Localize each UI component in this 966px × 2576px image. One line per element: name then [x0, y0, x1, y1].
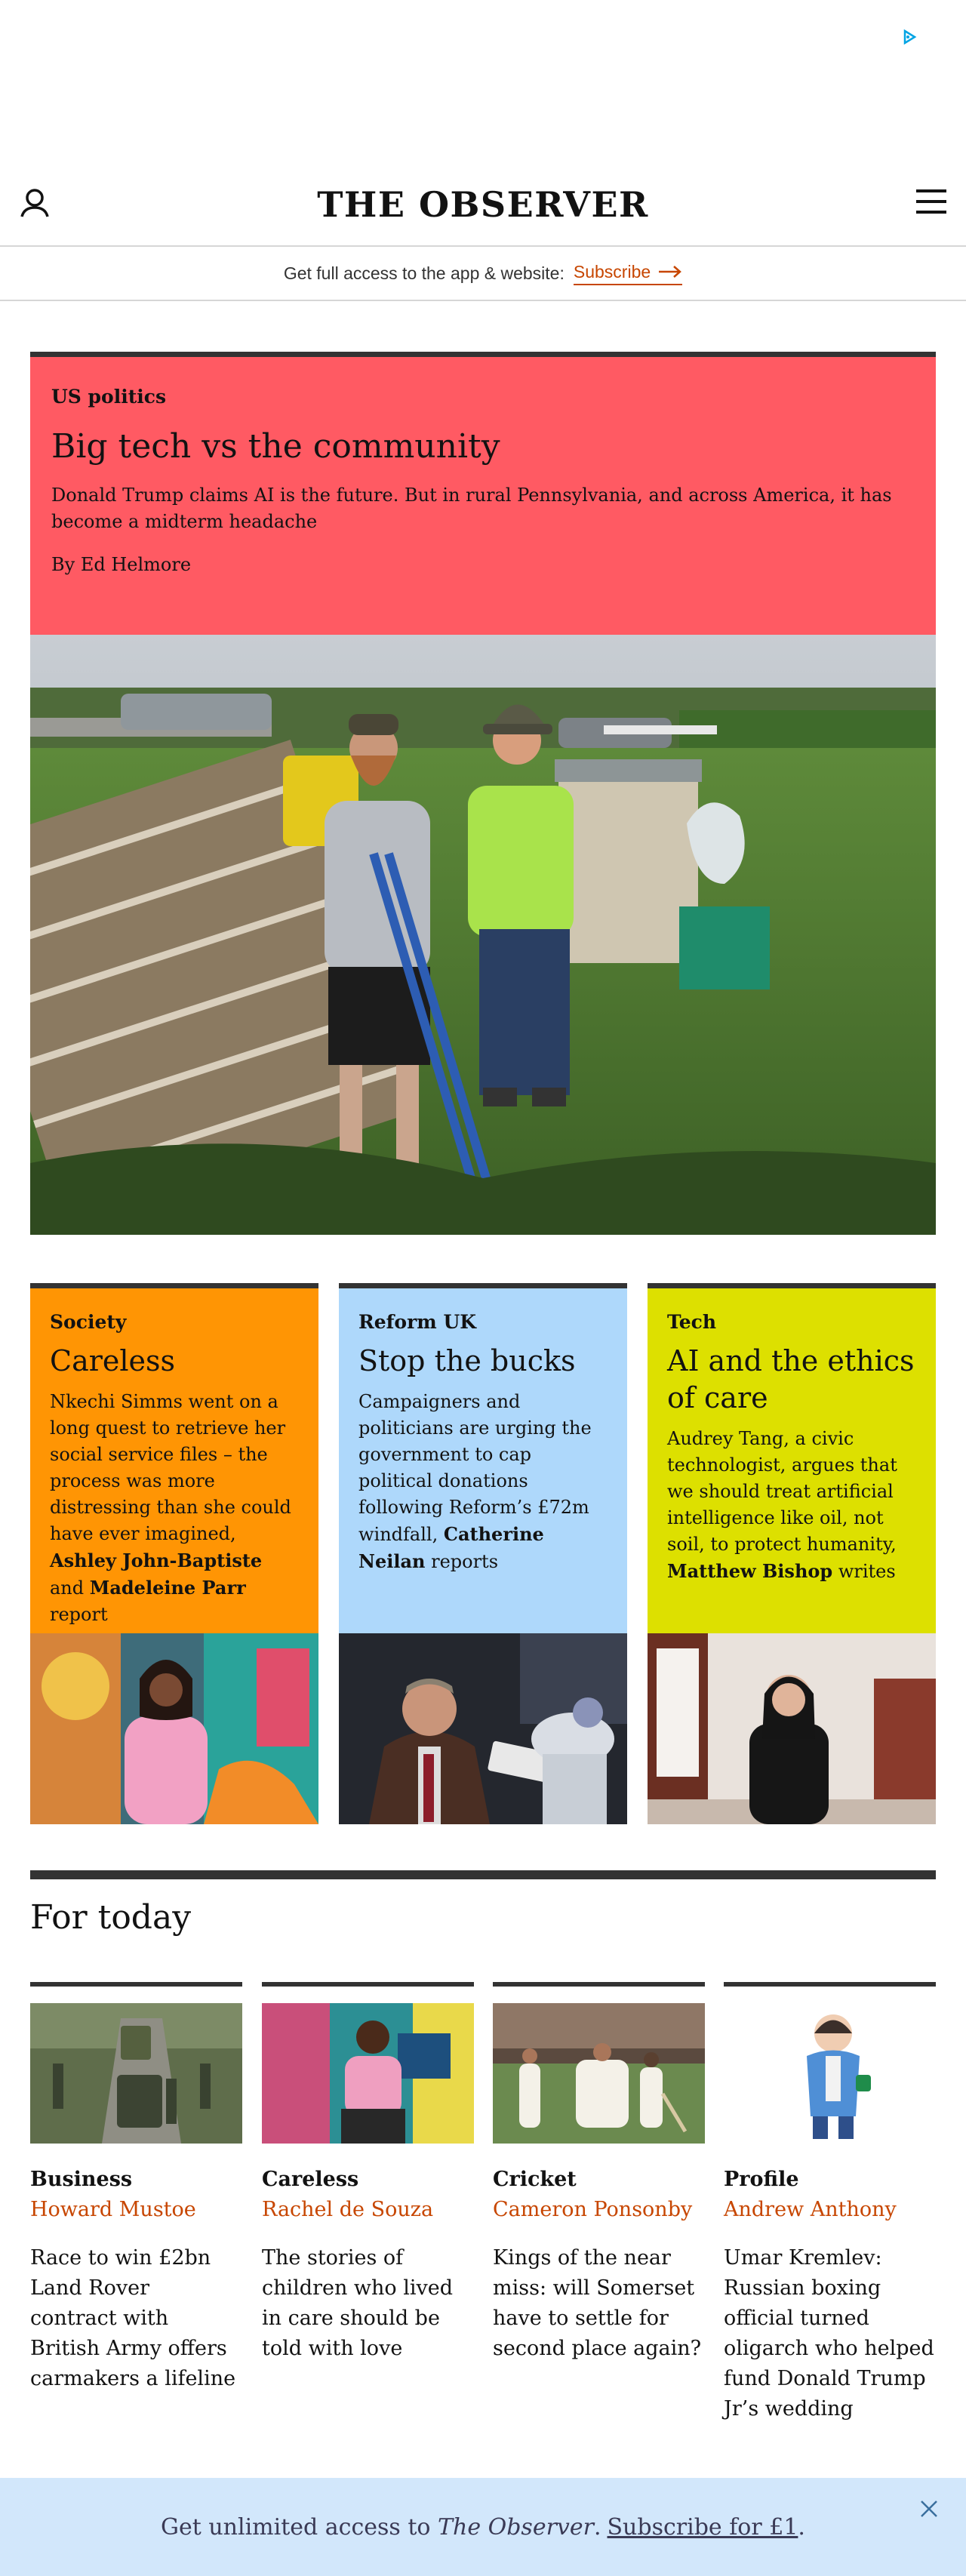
for-today-headline[interactable]: Kings of the near miss: will Somerset have to settle for second place again? [493, 2246, 702, 2360]
for-today-kicker: Business [30, 2168, 133, 2191]
lead-headline[interactable]: Big tech vs the community [51, 427, 500, 466]
masthead-logo[interactable]: THE OBSERVER [317, 184, 649, 225]
banner-suffix: . [798, 2513, 805, 2541]
for-today-headline[interactable]: Race to win £2bn Land Rover contract with British Army offers carmakers a lifeline [30, 2246, 236, 2390]
card-standfirst [667, 1426, 916, 1585]
lead-photo[interactable] [30, 635, 936, 1235]
for-today-kicker: Careless [262, 2168, 359, 2191]
for-today-photo[interactable] [30, 2003, 242, 2144]
for-today-kicker: Cricket [493, 2168, 577, 2191]
for-today-headline[interactable]: Umar Kremlev: Russian boxing official turned oligarch who helped fund Donald Trump Jr’s wedding [724, 2246, 934, 2421]
card-kicker: Society [50, 1311, 127, 1333]
card-kicker: Tech [667, 1311, 717, 1333]
card-author-1: Catherine Neilan [358, 1523, 544, 1572]
subscribe-link[interactable] [574, 262, 682, 285]
card-photo[interactable] [648, 1633, 936, 1824]
card-kicker: Reform UK [358, 1311, 476, 1333]
card-reform-uk[interactable] [339, 1283, 627, 1824]
card-text [30, 1288, 318, 1628]
subscription-banner [0, 2478, 966, 2576]
subscribe-link-label: Subscribe [573, 261, 651, 282]
lead-kicker: US politics [51, 386, 167, 408]
for-today-illustration[interactable] [724, 2003, 936, 2144]
feature-cards [30, 1283, 936, 1819]
ad-choices-icon[interactable] [901, 29, 918, 45]
card-headline[interactable]: AI and the ethics of care [667, 1344, 915, 1414]
for-today-author: Rachel de Souza [262, 2198, 434, 2221]
card-headline[interactable]: Stop the bucks [358, 1344, 576, 1377]
advertisement-area [0, 0, 966, 170]
for-today-item[interactable] [724, 1982, 936, 2439]
lead-story-text-box [30, 357, 936, 635]
card-standfirst [50, 1389, 299, 1628]
arrow-right-icon [658, 266, 682, 278]
for-today-author: Andrew Anthony [724, 2198, 897, 2221]
for-today-item[interactable] [262, 1982, 474, 2439]
card-body-text: Audrey Tang, a civic technologist, argues that we should treat artificial intelligence like oil, not soil, to protect humanity, [667, 1428, 897, 1555]
subscribe-bar [0, 247, 966, 301]
card-text [648, 1288, 936, 1628]
site-header [0, 170, 966, 247]
card-joiner: and [50, 1577, 85, 1599]
lead-standfirst: Donald Trump claims AI is the future. But in rural Pennsylvania, and across America, it has become a midterm headache [51, 485, 892, 532]
banner-subscribe-link[interactable]: Subscribe for £1 [607, 2513, 798, 2541]
card-tech[interactable] [648, 1283, 936, 1824]
card-photo[interactable] [339, 1633, 627, 1824]
for-today-item[interactable] [493, 1982, 705, 2439]
for-today-kicker: Profile [724, 2168, 799, 2191]
card-text [339, 1288, 627, 1628]
for-today-photo[interactable] [262, 2003, 474, 2144]
card-standfirst [358, 1389, 608, 1575]
banner-dot: . [593, 2513, 601, 2541]
lead-byline: By Ed Helmore [51, 554, 192, 575]
card-author-1: Ashley John-Baptiste [50, 1550, 263, 1571]
card-body-text: Campaigners and politicians are urging the government to cap political donations following Reform’s £72m windfall, [358, 1391, 592, 1545]
card-body-text: Nkechi Simms went on a long quest to retrieve her social service files – the process was more distressing than she could have ever imagined, [50, 1391, 291, 1544]
section-divider [30, 1870, 936, 1879]
section-title-for-today: For today [30, 1898, 192, 1937]
close-icon[interactable] [918, 2498, 940, 2520]
card-author-1: Matthew Bishop [667, 1560, 833, 1582]
for-today-photo[interactable] [493, 2003, 705, 2144]
card-society[interactable] [30, 1283, 318, 1824]
for-today-author: Howard Mustoe [30, 2198, 196, 2221]
card-photo[interactable] [30, 1633, 318, 1824]
card-suffix: writes [838, 1561, 896, 1582]
for-today-item[interactable] [30, 1982, 242, 2439]
for-today-headline[interactable]: The stories of children who lived in care should be told with love [262, 2246, 454, 2360]
card-headline[interactable]: Careless [50, 1344, 176, 1377]
card-suffix: reports [431, 1551, 499, 1572]
card-author-2: Madeleine Parr [89, 1577, 246, 1599]
hamburger-menu-icon[interactable] [915, 186, 948, 217]
lead-story[interactable] [30, 352, 936, 1240]
subscribe-bar-text: Get full access to the app & website: [283, 263, 565, 283]
banner-publication: The Observer [438, 2513, 594, 2541]
card-suffix: report [50, 1604, 108, 1625]
for-today-author: Cameron Ponsonby [493, 2198, 693, 2221]
banner-prefix: Get unlimited access to [161, 2513, 431, 2541]
